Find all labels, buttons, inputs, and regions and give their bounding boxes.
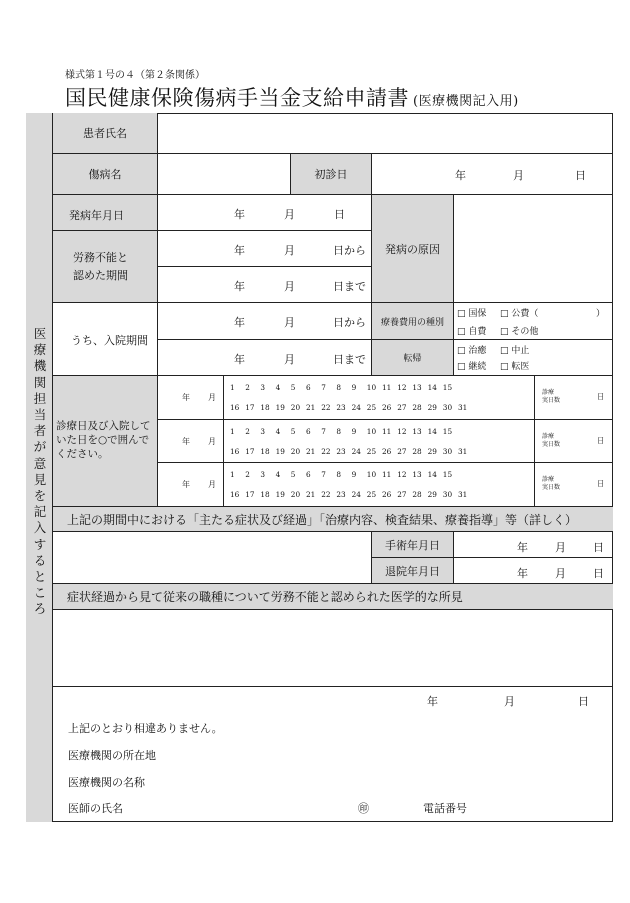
seal-mark: ㊞ — [358, 802, 369, 815]
doctor-name-label: 医師の氏名 — [68, 802, 123, 815]
ymd-unit: 日 — [593, 567, 604, 580]
calendar-day[interactable]: 18 — [260, 490, 270, 499]
cert-day-unit: 日 — [578, 695, 589, 708]
ymd-unit: 年 — [182, 480, 190, 489]
calendar-day[interactable]: 22 — [321, 403, 331, 412]
facility-address-label: 医療機関の所在地 — [68, 749, 156, 762]
ymd-unit: 日 — [597, 392, 605, 401]
symptoms-field[interactable] — [53, 532, 372, 584]
visit-month-field[interactable] — [158, 376, 224, 420]
calendar-day[interactable]: 27 — [397, 447, 407, 456]
actual-days-label: 診療 — [542, 476, 555, 483]
calendar-day[interactable]: 9 — [351, 427, 357, 436]
calendar-day[interactable]: 2 — [245, 427, 250, 436]
cert-year-unit: 年 — [427, 695, 438, 708]
calendar-day[interactable]: 30 — [442, 447, 453, 456]
first-visit-field[interactable] — [372, 154, 613, 195]
calendar-day[interactable]: 31 — [458, 447, 468, 456]
calendar-day[interactable]: 16 — [230, 403, 240, 412]
actual-days-field[interactable] — [535, 463, 613, 507]
ymd-unit: 月 — [284, 244, 295, 257]
ymd-unit: 月 — [513, 169, 524, 182]
discharge-date-field[interactable] — [454, 558, 613, 584]
calendar-day[interactable]: 24 — [351, 403, 361, 412]
checkbox-option[interactable]: □ 国保 — [457, 309, 487, 319]
paren-close: ） — [596, 309, 606, 319]
calendar-day[interactable]: 7 — [321, 427, 326, 436]
actual-days-label: 実日数 — [542, 397, 561, 404]
visit-month-field[interactable] — [158, 463, 224, 507]
visit-month-field[interactable] — [158, 420, 224, 463]
onset-date-field[interactable] — [158, 195, 372, 231]
calendar-day[interactable]: 25 — [366, 490, 377, 499]
calendar-day[interactable]: 10 — [366, 470, 377, 479]
hospital-from-field[interactable] — [158, 303, 372, 340]
calendar-day[interactable]: 19 — [275, 447, 285, 456]
calendar-day[interactable]: 12 — [397, 470, 407, 479]
calendar-day[interactable]: 14 — [427, 470, 437, 479]
ymd-unit: 日 — [597, 479, 605, 488]
calendar-day[interactable]: 28 — [412, 490, 422, 499]
calendar-day[interactable]: 11 — [382, 427, 392, 436]
calendar-day[interactable]: 16 — [230, 490, 240, 499]
ymd-unit: 月 — [208, 393, 216, 402]
incapacity-to-field[interactable] — [158, 267, 372, 303]
calendar-day[interactable]: 17 — [245, 490, 255, 499]
calendar-day[interactable]: 11 — [382, 383, 392, 392]
ymd-unit: 日まで — [333, 280, 366, 293]
calendar-day[interactable]: 27 — [397, 403, 407, 412]
cause-label: 発病の原因 — [372, 195, 454, 303]
calendar-day[interactable]: 10 — [366, 427, 377, 436]
calendar-day[interactable]: 22 — [321, 447, 331, 456]
ymd-unit: 月 — [555, 541, 566, 554]
calendar-day[interactable]: 4 — [275, 383, 281, 392]
calendar-day[interactable]: 3 — [260, 470, 266, 479]
ymd-unit: 年 — [182, 393, 190, 402]
checkbox-option[interactable]: □ 治癒 — [457, 346, 487, 356]
calendar-day[interactable]: 28 — [412, 403, 422, 412]
calendar-day[interactable]: 20 — [290, 403, 301, 412]
cert-month-unit: 月 — [504, 695, 515, 708]
medical-opinion-field[interactable] — [53, 610, 613, 687]
calendar-day[interactable]: 31 — [458, 490, 468, 499]
actual-days-label: 診療 — [542, 389, 555, 396]
calendar-day[interactable]: 3 — [260, 427, 266, 436]
ymd-unit: 日から — [333, 244, 366, 257]
calendar-day[interactable]: 2 — [245, 470, 250, 479]
calendar-day[interactable]: 12 — [397, 383, 407, 392]
actual-days-field[interactable] — [535, 420, 613, 463]
calendar-day[interactable]: 26 — [382, 490, 392, 499]
checkbox-option[interactable]: □ 中止 — [500, 346, 530, 356]
form-title — [65, 82, 519, 112]
ymd-unit: 年 — [234, 208, 245, 221]
calendar-day[interactable]: 30 — [442, 403, 453, 412]
checkbox-option[interactable]: □ 転医 — [500, 362, 530, 372]
calendar-day[interactable]: 26 — [382, 403, 392, 412]
cause-field[interactable] — [454, 195, 613, 303]
cost-type-label: 療養費用の種別 — [372, 303, 454, 340]
calendar-day[interactable]: 24 — [351, 447, 361, 456]
calendar-day[interactable]: 6 — [306, 470, 311, 479]
calendar-day[interactable]: 10 — [366, 383, 377, 392]
calendar-day[interactable]: 20 — [290, 447, 301, 456]
patient-name-label: 患者氏名 — [53, 113, 158, 154]
calendar-day[interactable]: 21 — [306, 403, 316, 412]
calendar-days[interactable] — [224, 463, 535, 507]
disease-name-label: 傷病名 — [53, 154, 158, 195]
cost-type-options[interactable] — [454, 303, 613, 340]
calendar-day[interactable]: 22 — [321, 490, 331, 499]
calendar-day[interactable]: 19 — [275, 490, 285, 499]
calendar-day[interactable]: 25 — [366, 447, 377, 456]
calendar-day[interactable]: 15 — [442, 427, 453, 436]
calendar-day[interactable]: 26 — [382, 447, 392, 456]
calendar-day[interactable]: 5 — [290, 427, 296, 436]
patient-name-field[interactable] — [158, 113, 613, 154]
symptoms-header: 上記の期間中における「主たる症状及び経過」「治療内容、検査結果、療養指導」等（詳しく） — [53, 507, 613, 532]
facility-name-label: 医療機関の名称 — [68, 776, 145, 789]
calendar-day[interactable]: 1 — [230, 470, 235, 479]
visit-days-note: 診療日及び入院していた日を○で囲んでください。 — [53, 376, 158, 507]
calendar-day[interactable]: 14 — [427, 383, 437, 392]
calendar-day[interactable]: 29 — [427, 447, 437, 456]
ymd-unit: 月 — [284, 280, 295, 293]
ymd-unit: 日 — [575, 169, 586, 182]
calendar-day[interactable]: 4 — [275, 427, 281, 436]
discharge-date-label: 退院年月日 — [372, 558, 454, 584]
calendar-day[interactable]: 30 — [442, 490, 453, 499]
ymd-unit: 年 — [455, 169, 466, 182]
ymd-unit: 年 — [234, 244, 245, 257]
hospital-to-field[interactable] — [158, 340, 372, 376]
incapacity-label-line2: 認めた期間 — [73, 269, 128, 282]
checkbox-option[interactable]: □ その他 — [500, 327, 539, 337]
ymd-unit: 月 — [208, 480, 216, 489]
title-main: 国民健康保険傷病手当金支給申請書 — [65, 86, 409, 110]
ymd-unit: 月 — [555, 567, 566, 580]
calendar-day[interactable]: 4 — [275, 470, 281, 479]
calendar-day[interactable]: 6 — [306, 427, 311, 436]
actual-days-label: 実日数 — [542, 440, 561, 448]
calendar-days[interactable] — [224, 376, 535, 420]
calendar-day[interactable]: 7 — [321, 470, 326, 479]
form-number: 様式第１号の４（第２条関係） — [65, 70, 205, 81]
ymd-unit: 日 — [593, 541, 604, 554]
surgery-date-label: 手術年月日 — [372, 532, 454, 558]
medical-opinion-header: 症状経過から見て従来の職種について労務不能と認められた医学的な所見 — [53, 584, 613, 610]
checkbox-option[interactable]: □ 自費 — [457, 327, 487, 337]
calendar-day[interactable]: 13 — [412, 427, 422, 436]
checkbox-option[interactable]: □ 公費（ — [500, 309, 539, 319]
ymd-unit: 年 — [182, 436, 190, 446]
calendar-day[interactable]: 27 — [397, 490, 407, 499]
incapacity-label-line1: 労務不能と — [73, 251, 128, 264]
calendar-day[interactable]: 29 — [427, 490, 437, 499]
calendar-day[interactable]: 18 — [260, 447, 270, 456]
calendar-day[interactable]: 7 — [321, 383, 326, 392]
outcome-options[interactable] — [454, 340, 613, 376]
calendar-day[interactable]: 17 — [245, 447, 255, 456]
calendar-day[interactable]: 3 — [260, 383, 266, 392]
disease-name-field[interactable] — [158, 154, 291, 195]
calendar-day[interactable]: 5 — [290, 383, 296, 392]
surgery-date-field[interactable] — [454, 532, 613, 558]
calendar-day[interactable]: 28 — [412, 447, 422, 456]
hospitalization-label: うち、入院期間 — [53, 303, 158, 376]
ymd-unit: 年 — [517, 567, 528, 580]
ymd-unit: 年 — [234, 280, 245, 293]
calendar-day[interactable]: 1 — [230, 383, 235, 392]
calendar-day[interactable]: 18 — [260, 403, 270, 412]
calendar-day[interactable]: 14 — [427, 427, 437, 436]
calendar-day[interactable]: 12 — [397, 427, 407, 436]
actual-days-label: 実日数 — [542, 484, 561, 491]
calendar-day[interactable]: 15 — [442, 470, 453, 479]
checkbox-option[interactable]: □ 継続 — [457, 362, 487, 372]
onset-date-label: 発病年月日 — [53, 195, 158, 231]
phone-label: 電話番号 — [423, 802, 467, 815]
side-label: 医療機関担当者が意見を記入するところ — [33, 326, 47, 617]
certification-statement: 上記のとおり相違ありません。 — [68, 722, 223, 735]
ymd-unit: 日 — [334, 208, 345, 221]
calendar-day[interactable]: 5 — [290, 470, 296, 479]
calendar-day[interactable]: 25 — [366, 403, 377, 412]
ymd-unit: 日まで — [333, 353, 366, 366]
ymd-unit: 月 — [284, 316, 295, 329]
calendar-day[interactable]: 1 — [230, 427, 235, 436]
calendar-day[interactable]: 15 — [442, 383, 453, 392]
calendar-day[interactable]: 23 — [336, 490, 346, 499]
calendar-day[interactable]: 31 — [458, 403, 468, 412]
calendar-day[interactable]: 11 — [382, 470, 392, 479]
title-subtitle: (医療機関記入用) — [413, 94, 519, 109]
calendar-day[interactable]: 24 — [351, 490, 361, 499]
incapacity-from-field[interactable] — [158, 231, 372, 267]
incapacity-label — [53, 231, 158, 303]
calendar-day[interactable]: 21 — [306, 490, 316, 499]
calendar-day[interactable]: 29 — [427, 403, 437, 412]
calendar-day[interactable]: 6 — [306, 383, 311, 392]
calendar-day[interactable]: 2 — [245, 383, 250, 392]
calendar-day[interactable]: 8 — [336, 470, 342, 479]
calendar-day[interactable]: 13 — [412, 470, 422, 479]
ymd-unit: 月 — [284, 208, 295, 221]
calendar-day[interactable]: 21 — [306, 447, 316, 456]
calendar-days[interactable] — [224, 420, 535, 463]
calendar-day[interactable]: 17 — [245, 403, 255, 412]
first-visit-label: 初診日 — [291, 154, 372, 195]
calendar-day[interactable]: 8 — [336, 383, 342, 392]
actual-days-label: 診療 — [542, 432, 555, 440]
outcome-label: 転帰 — [372, 340, 454, 376]
calendar-day[interactable]: 16 — [230, 447, 240, 456]
ymd-unit: 年 — [517, 541, 528, 554]
ymd-unit: 日から — [333, 316, 366, 329]
calendar-day[interactable]: 23 — [336, 447, 346, 456]
calendar-day[interactable]: 8 — [336, 427, 342, 436]
ymd-unit: 月 — [208, 436, 216, 446]
ymd-unit: 月 — [284, 353, 295, 366]
calendar-day[interactable]: 19 — [275, 403, 285, 412]
calendar-day[interactable]: 23 — [336, 403, 346, 412]
calendar-day[interactable]: 9 — [351, 383, 357, 392]
ymd-unit: 年 — [234, 316, 245, 329]
calendar-day[interactable]: 9 — [351, 470, 357, 479]
calendar-day[interactable]: 13 — [412, 383, 422, 392]
calendar-day[interactable]: 20 — [290, 490, 301, 499]
ymd-unit: 日 — [597, 435, 605, 445]
ymd-unit: 年 — [234, 353, 245, 366]
actual-days-field[interactable] — [535, 376, 613, 420]
